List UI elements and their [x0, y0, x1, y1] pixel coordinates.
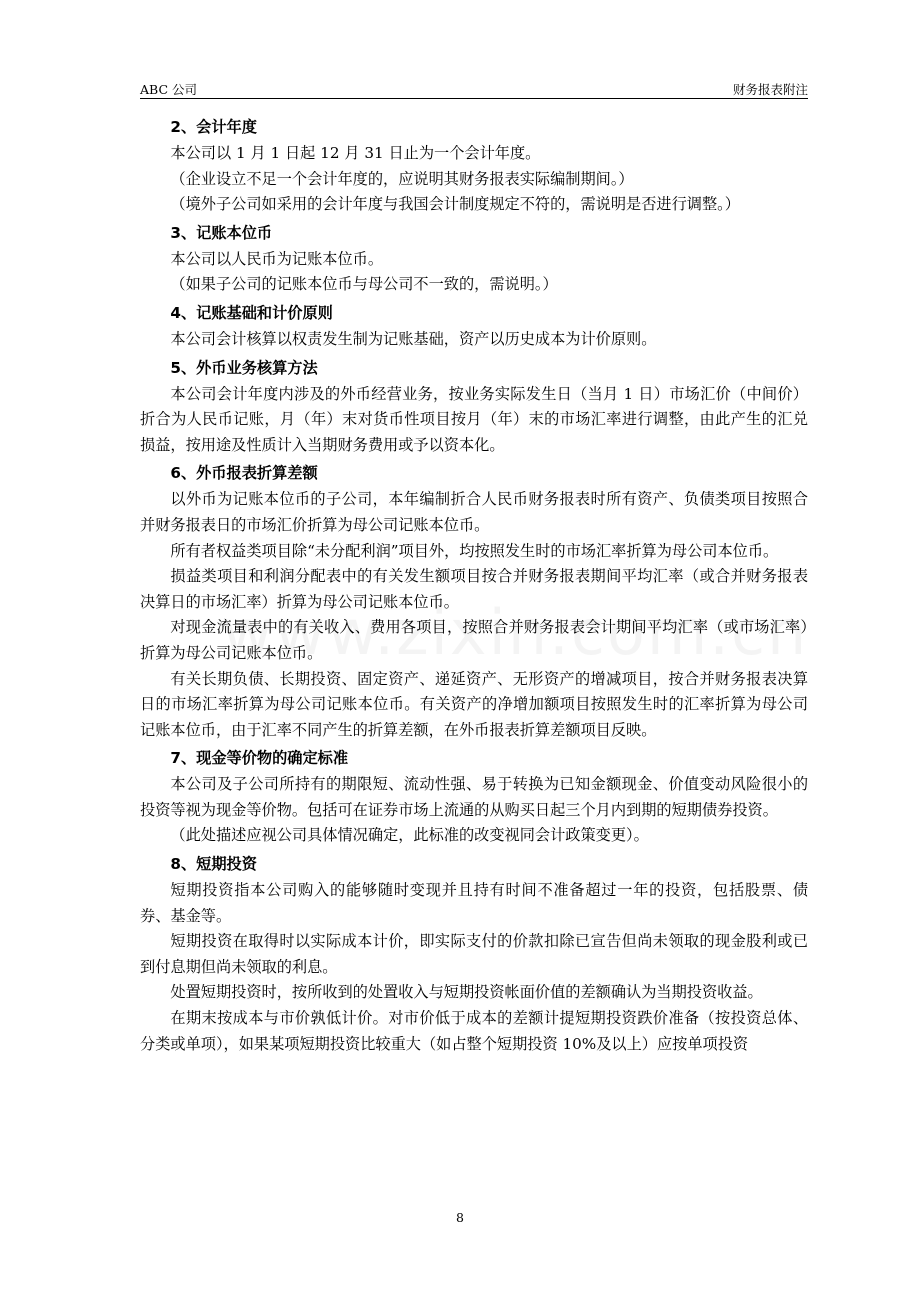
page-header	[140, 78, 808, 99]
paragraph: 损益类项目和利润分配表中的有关发生额项目按合并财务报表期间平均汇率（或合并财务报表决算日的市场汇率）折算为母公司记账本位币。	[140, 567, 808, 611]
paragraph: （企业设立不足一个会计年度的，应说明其财务报表实际编制期间。）	[170, 169, 634, 188]
paragraph: 以外币为记账本位币的子公司，本年编制折合人民币财务报表时所有资产、负债类项目按照合并财务报表日的市场汇价折算为母公司记账本位币。	[140, 490, 808, 534]
paragraph: 本公司会计核算以权责发生制为记账基础，资产以历史成本为计价原则。	[170, 329, 657, 348]
section-heading: 5、外币业务核算方法	[170, 358, 318, 377]
page-number: 8	[456, 1210, 464, 1225]
paragraph: 所有者权益类项目除“未分配利润”项目外，均按照发生时的市场汇率折算为母公司本位币。	[170, 541, 779, 560]
paragraph: 本公司以 1 月 1 日起 12 月 31 日止为一个会计年度。	[170, 144, 541, 162]
paragraph: 短期投资在取得时以实际成本计价，即实际支付的价款扣除已宣告但尚未领取的现金股利或已到付息期但尚未领取的利息。	[140, 932, 808, 976]
paragraph: 对现金流量表中的有关收入、费用各项目，按照合并财务报表会计期间平均汇率（或市场汇率）折算为母公司记账本位币。	[140, 618, 808, 662]
paragraph: （境外子公司如采用的会计年度与我国会计制度规定不符的，需说明是否进行调整。）	[170, 195, 740, 214]
section-heading: 8、短期投资	[170, 855, 257, 874]
header-company: ABC 公司	[140, 82, 197, 97]
document-body	[140, 112, 808, 1057]
paragraph: 本公司会计年度内涉及的外币经营业务，按业务实际发生日（当月 1 日）市场汇价（中间价）折合为人民币记账，月（年）末对货币性项目按月（年）末的市场汇率进行调整，由此产生的汇兑损益，按用途及性质计入当期财务费用或予以资本化。	[140, 384, 808, 454]
header-doc-title: 财务报表附注	[732, 82, 808, 97]
paragraph: （如果子公司的记账本位币与母公司不一致的，需说明。）	[170, 275, 558, 294]
paragraph: （此处描述应视公司具体情况确定，此标准的改变视同会计政策变更）。	[170, 826, 649, 845]
section-heading: 7、现金等价物的确定标准	[170, 749, 349, 768]
section-heading: 3、记账本位币	[170, 223, 273, 242]
section-heading: 2、会计年度	[170, 118, 257, 136]
paragraph: 有关长期负债、长期投资、固定资产、递延资产、无形资产的增减项目，按合并财务报表决算日的市场汇率折算为母公司记账本位币。有关资产的净增加额项目按照发生时的汇率折算为母公司记账本位币，由于汇率不同产生的折算差额，在外币报表折算差额项目反映。	[140, 669, 808, 739]
section-heading: 6、外币报表折算差额	[170, 464, 318, 483]
paragraph: 处置短期投资时，按所收到的处置收入与短期投资帐面价值的差额确认为当期投资收益。	[170, 983, 763, 1002]
paragraph: 在期末按成本与市价孰低计价。对市价低于成本的差额计提短期投资跌价准备（按投资总体、分类或单项），如果某项短期投资比较重大（如占整个短期投资 10%及以上）应按单项投资	[140, 1009, 808, 1053]
paragraph: 本公司及子公司所持有的期限短、流动性强、易于转换为已知金额现金、价值变动风险很小的投资等视为现金等价物。包括可在证券市场上流通的从购买日起三个月内到期的短期债券投资。	[140, 775, 808, 819]
paragraph: 本公司以人民币为记账本位币。	[170, 249, 384, 268]
paragraph: 短期投资指本公司购入的能够随时变现并且持有时间不准备超过一年的投资，包括股票、债券、基金等。	[140, 881, 808, 925]
section-heading: 4、记账基础和计价原则	[170, 303, 333, 322]
